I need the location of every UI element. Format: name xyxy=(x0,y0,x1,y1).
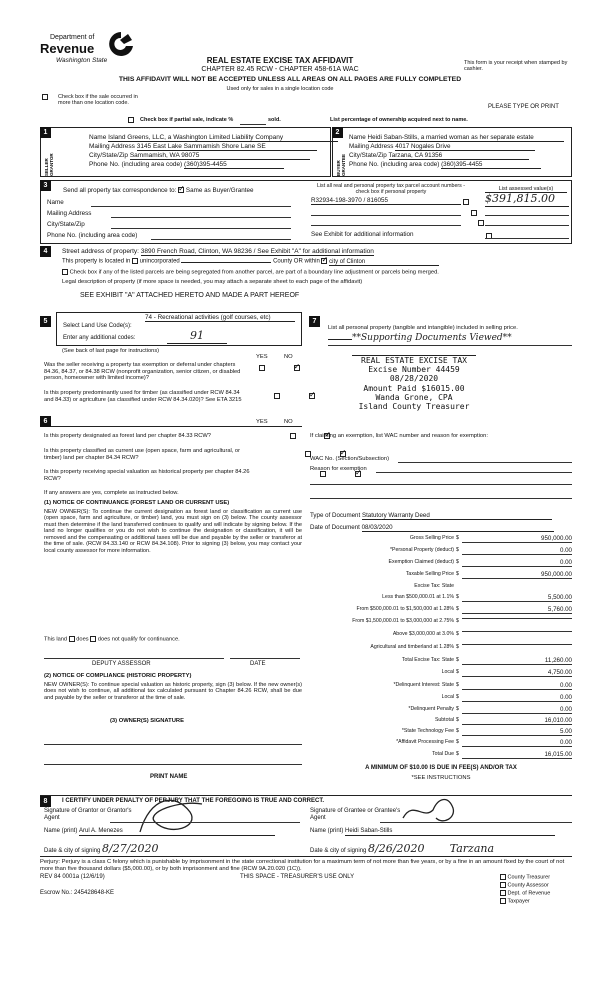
grantee-name-label: Name (print) xyxy=(310,828,344,834)
deputy-assessor-label: DEPUTY ASSESSOR xyxy=(92,661,151,667)
sec5-q1: Was the seller receiving a property tax exemption or deferral under chapters 84.36, 84.37, or 84.38 RCW (nonprofit organization, senior citizen, or disabled person, homeowner with limited income)? xyxy=(44,362,241,382)
tax-label: Total Due xyxy=(432,751,454,757)
see-instructions: *SEE INSTRUCTIONS xyxy=(411,775,471,781)
select-land-use-label: Select Land Use Code(s): xyxy=(63,323,132,329)
grantor-name-field[interactable]: Arul A. Menezes xyxy=(79,828,275,836)
reason-label: Reason for exemption xyxy=(310,466,367,472)
grantee-name-field[interactable]: Heidi Saban-Stills xyxy=(345,828,555,836)
sec5-q2-no[interactable] xyxy=(309,393,315,399)
segregated-label: Check box if any of the listed parcels are being segregated from another parcel, are part of a boundary line adjustment or parcels being merged. xyxy=(69,269,439,276)
if-any-yes: If any answers are yes, complete as instructed below. xyxy=(44,490,179,496)
buyer-city-label: City/State/Zip xyxy=(349,152,387,159)
segregated-checkbox[interactable] xyxy=(62,269,68,275)
see-back-label: (See back of last page for instructions) xyxy=(62,348,160,354)
grantor-date-label: Date & city of signing xyxy=(44,848,101,854)
tax-label: *State Technology Fee xyxy=(401,728,454,734)
form-warning: THIS AFFIDAVIT WILL NOT BE ACCEPTED UNLESS ALL AREAS ON ALL PAGES ARE FULLY COMPLETED xyxy=(118,76,462,83)
tax-row: Total Due $ 16,015.00 xyxy=(432,751,572,758)
form-chapter: CHAPTER 82.45 RCW - CHAPTER 458-61A WAC xyxy=(201,66,359,73)
land-does-checkbox[interactable] xyxy=(69,636,75,642)
tax-value[interactable]: 5,500.00 xyxy=(462,594,572,602)
grantor-sig-label: Signature of Grantor or Grantor's Agent xyxy=(44,808,132,821)
multi-location-label: Check box if the sale occurred in more than one location code. xyxy=(58,94,138,107)
section-number: 6 xyxy=(40,416,51,427)
tax-row: Above $3,000,000 at 3.0% $ xyxy=(310,631,572,640)
send-correspondence-label: Send all property tax correspondence to: xyxy=(63,187,177,194)
tax-row: Total Excise Tax: State $ 11,260.00 xyxy=(401,657,572,664)
legal-desc-label: Legal description of property (if more space is needed, you may attach a separate sheet to each page of the affidavit) xyxy=(62,279,363,285)
copy-label: County Assessor xyxy=(507,882,549,889)
assessed-header: List assessed value(s) xyxy=(485,186,567,193)
logo-state-text: Washington State xyxy=(56,57,108,64)
tax-value[interactable]: 4,750.00 xyxy=(462,669,572,677)
tax-row: Exemption Claimed (deduct) $ 0.00 xyxy=(388,559,572,566)
notice1-heading: (1) NOTICE OF CONTINUANCE (FOREST LAND OR CURRENT USE) xyxy=(44,500,230,506)
parcel-number-field[interactable]: R32934-198-3970 / 816055 xyxy=(311,197,461,205)
stamp-line-2: Excise Number 44459 xyxy=(368,365,460,375)
treasurer-space: THIS SPACE - TREASURER'S USE ONLY xyxy=(240,874,355,880)
tax-row: *Delinquent Penalty $ 0.00 xyxy=(408,706,572,713)
sec6-q2: Is this property classified as current use (open space, farm and agricultural, or timber) land per chapter 84.34 RCW? xyxy=(44,448,240,461)
logo-revenue-text: Revenue xyxy=(40,41,95,56)
personal-prop-line[interactable] xyxy=(328,345,572,346)
certify-text: I CERTIFY UNDER PENALTY OF PERJURY THAT THE FOREGOING IS TRUE AND CORRECT. xyxy=(62,798,325,804)
county-or-label: County OR within xyxy=(273,258,320,265)
partial-sale-checkbox[interactable] xyxy=(128,117,134,123)
stamp-line-1: REAL ESTATE EXCISE TAX xyxy=(352,355,476,365)
sec5-yes-header: YES xyxy=(256,354,268,360)
tax-value[interactable]: 0.00 xyxy=(462,682,572,690)
rev-number: REV 84 0001a (12/6/19) xyxy=(40,874,105,880)
tax-value[interactable] xyxy=(462,618,572,619)
multi-location-checkbox[interactable] xyxy=(42,94,48,100)
tax-label: From $1,500,000.01 to $3,000,000 at 2.75% xyxy=(352,618,454,624)
sec6-yes-header: YES xyxy=(256,419,268,425)
tax-row: Agricultural and timberland at 1.28% $ xyxy=(310,644,572,653)
date-doc-field[interactable]: 08/03/2020 xyxy=(362,524,554,532)
street-label: Street address of property: xyxy=(62,248,139,255)
partial-sale-label: Check box if partial sale, indicate % xyxy=(140,117,234,123)
sec6-q1-yes[interactable] xyxy=(290,433,296,439)
not-qualify-label: does not qualify for continuance. xyxy=(97,636,180,643)
section-number: 8 xyxy=(40,796,51,807)
please-type: PLEASE TYPE OR PRINT xyxy=(488,104,559,110)
seller-name-label: Name xyxy=(89,134,107,141)
assessed-value-field[interactable]: $391,815.00 xyxy=(485,193,569,207)
sold-label: sold. xyxy=(268,117,281,123)
wac-label: WAC No. (Section/Subsection) xyxy=(310,456,390,462)
tax-row xyxy=(310,583,572,592)
tax-row: Less than $500,000.01 at 1.1% $ 5,500.00 xyxy=(382,594,572,601)
grantee-sig-label: Signature of Grantee or Grantee's Agent xyxy=(310,808,401,821)
corr-city-label: City/State/Zip xyxy=(47,221,85,228)
reason-field[interactable] xyxy=(376,472,572,473)
copy-label: County Treasurer xyxy=(507,874,551,881)
tax-label: Taxable Selling Price xyxy=(405,571,454,577)
additional-code-field[interactable]: 91 xyxy=(167,330,227,344)
print-name-label: PRINT NAME xyxy=(150,774,188,780)
wac-field[interactable] xyxy=(398,462,572,463)
corr-city-field[interactable] xyxy=(111,228,291,229)
tax-label: *Personal Property (deduct) xyxy=(389,547,454,553)
tax-label: Local xyxy=(441,694,454,700)
parcel-line-3[interactable] xyxy=(311,225,461,226)
tax-label: Subtotal xyxy=(434,717,454,723)
tax-value[interactable] xyxy=(462,631,572,632)
personal-property-checkbox-3[interactable] xyxy=(478,220,484,226)
tax-value[interactable]: 950,000.00 xyxy=(462,535,572,543)
buyer-side-label: BUYER GRANTEE xyxy=(336,153,347,176)
supporting-prefix xyxy=(328,339,352,340)
copy-checkbox[interactable] xyxy=(500,890,506,896)
parcel-list-header: List all real and personal property tax parcel account numbers - check box if personal property xyxy=(316,183,466,196)
sec5-q1-yes[interactable] xyxy=(259,365,265,371)
notice2-text: NEW OWNER(S): To continue special valuation as historic property, sign (3) below. If the new owner(s) does not wish to continue, all additional tax calculated pursuant to Chapter 84.26 RCW, shall be due and payable by the seller or transferor at the time of sale. xyxy=(44,682,302,701)
tax-row: *State Technology Fee $ 5.00 xyxy=(401,728,572,735)
buyer-name-label: Name xyxy=(349,134,366,141)
tax-label: Excise Tax: State xyxy=(414,583,454,589)
corr-addr-label: Mailing Address xyxy=(47,210,92,217)
tax-value[interactable]: 16,015.00 xyxy=(462,751,572,759)
tax-value[interactable]: 5.00 xyxy=(462,728,572,736)
grantee-date-field[interactable]: 8/26/2020 xyxy=(368,843,448,857)
grantee-sig-line[interactable] xyxy=(380,822,572,823)
owner-sig-label: (3) OWNER(S) SIGNATURE xyxy=(110,718,184,724)
correspondence-section xyxy=(40,180,572,244)
corr-name-field[interactable] xyxy=(91,206,291,207)
logo-dept-text: Department of xyxy=(50,34,95,41)
sec6-q3: Is this property receiving special valuation as historical property per chapter 84.26 RCW? xyxy=(44,469,250,482)
date-doc-label: Date of Document xyxy=(310,524,360,531)
perjury-text: Perjury: Perjury is a class C felony which is punishable by imprisonment in the state correctional institution for a maximum term of not more than five years, or by a fine in an amount fixed by the court of not more than five thousand dollars ($5,000.00), or by both imprisonment and fine (RCW 9A.20.020 (1C)). xyxy=(40,856,572,872)
logo-mark-icon xyxy=(106,30,136,58)
list-personal-label: List all personal property (tangible and intangible) included in selling price. xyxy=(328,325,518,331)
dor-logo xyxy=(18,28,138,72)
tax-row: *Delinquent Interest: State $ 0.00 xyxy=(393,682,572,689)
receipt-note: This form is your receipt when stamped by cashier. xyxy=(464,60,568,73)
partial-pct-field[interactable] xyxy=(240,124,266,125)
assessed-line-2[interactable] xyxy=(485,215,569,216)
stamp-line-5: Wanda Grone, CPA xyxy=(375,392,453,402)
tax-value[interactable]: 16,010.00 xyxy=(462,717,572,725)
notice2-heading: (2) NOTICE OF COMPLIANCE (HISTORIC PROPERTY) xyxy=(44,673,192,679)
stamp-line-3: 08/28/2020 xyxy=(389,374,439,384)
tax-value[interactable]: 0.00 xyxy=(462,559,572,567)
seller-name-field[interactable]: Island Greens, LLC, a Washington Limited Liability Company xyxy=(108,134,338,142)
tax-value[interactable]: 0.00 xyxy=(462,547,572,555)
section-number: 3 xyxy=(40,180,51,191)
tax-label: Above $3,000,000 at 3.0% xyxy=(392,631,454,637)
buyer-phone-label: Phone No. (including area code) xyxy=(349,161,440,168)
section-number: 7 xyxy=(309,316,320,327)
form-title: REAL ESTATE EXCISE TAX AFFIDAVIT xyxy=(206,56,354,65)
assessed-line-4[interactable] xyxy=(485,238,569,239)
sec6-q1: Is this property designated as forest land per chapter 84.33 RCW? xyxy=(44,433,211,439)
notice1-text: NEW OWNER(S): To continue the current designation as forest land or classification as current use (open space, farm and agriculture, or timber) land, you must sign on (3) below. The county assessor must then determine if the land transferred continues to qualify and will indicate by signing below. If the land no longer qualifies or you do not wish to continue the designation or classification, it will be removed and the compensating or additional taxes will be due and payable by the seller or transferor at the time of sale. (RCW 84.33.140 or RCW 84.34.108). Prior to signing (3) below, you may contact your local county assessor for more information. xyxy=(44,509,302,554)
tax-row: *Personal Property (deduct) $ 0.00 xyxy=(389,547,572,554)
seller-phone-label: Phone No. (including area code) xyxy=(89,161,183,168)
same-as-buyer-checkbox[interactable] xyxy=(178,187,184,193)
located-label: This property is located in xyxy=(62,258,131,265)
unincorporated-label: unincorporated xyxy=(139,258,180,265)
copy-label: Dept. of Revenue xyxy=(507,890,551,897)
date-line[interactable] xyxy=(230,658,300,659)
see-exhibit-label: See Exhibit for additional information xyxy=(311,231,414,238)
tax-value[interactable]: 0.00 xyxy=(462,694,572,702)
seller-city-field[interactable]: Sammamish, WA 98075 xyxy=(130,152,310,160)
tax-row: Taxable Selling Price $ 950,000.00 xyxy=(405,571,572,578)
same-as-buyer-label: Same as Buyer/Grantee xyxy=(185,187,254,194)
type-doc-field[interactable]: Statutory Warranty Deed xyxy=(362,512,552,520)
tax-label: Exemption Claimed (deduct) xyxy=(388,559,454,565)
owner-sig-line[interactable] xyxy=(44,744,302,745)
supporting-docs-text[interactable]: **Supporting Documents Viewed** xyxy=(352,333,512,343)
grantor-sig-line[interactable] xyxy=(110,822,300,823)
tax-row: Local $ 0.00 xyxy=(441,694,572,701)
unincorporated-checkbox[interactable] xyxy=(132,258,138,264)
corr-name-label: Name xyxy=(47,199,64,206)
used-only: Used only for sales in a single location code xyxy=(226,86,334,92)
tax-value[interactable]: 950,000.00 xyxy=(462,571,572,579)
buyer-section xyxy=(332,127,572,177)
tax-value[interactable]: 5,760.00 xyxy=(462,606,572,614)
copy-checkboxes xyxy=(500,874,550,907)
tax-value[interactable]: 0.00 xyxy=(462,739,572,747)
seller-side-label: SELLER GRANTOR xyxy=(44,153,55,176)
sec5-no-header: NO xyxy=(284,354,293,360)
enter-additional-label: Enter any additional codes: xyxy=(63,335,136,341)
seller-phone-field[interactable]: (360)395-4455 xyxy=(184,161,284,169)
reason-line-3[interactable] xyxy=(310,498,572,499)
city-checkbox[interactable] xyxy=(321,258,327,264)
claiming-exemption-label: If claiming an exemption, list WAC number and reason for exemption: xyxy=(310,433,488,439)
buyer-addr-label: Mailing Address xyxy=(349,143,394,150)
this-land-label: This land xyxy=(44,636,68,643)
print-name-line[interactable] xyxy=(44,764,302,765)
sec6-no-header: NO xyxy=(284,419,293,425)
escrow-number: Escrow No.: 245428648-KE xyxy=(40,890,115,896)
section-number: 2 xyxy=(332,127,343,138)
tax-value[interactable] xyxy=(462,644,572,645)
buyer-addr-field[interactable]: 4017 Nogales Drive xyxy=(395,143,535,151)
sec5-q2-yes[interactable] xyxy=(274,393,280,399)
corr-phone-field[interactable] xyxy=(151,239,291,240)
personal-property-checkbox[interactable] xyxy=(463,199,469,205)
see-exhibit-legal: SEE EXHIBIT "A" ATTACHED HERETO AND MADE A PART HEREOF xyxy=(80,292,300,299)
tax-row: From $500,000.01 to $1,500,000 at 1.28% $ 5,760.00 xyxy=(356,606,572,613)
corr-addr-field[interactable] xyxy=(111,217,291,218)
grantee-date-label: Date & city of signing xyxy=(310,848,367,854)
tax-row: From $1,500,000.01 to $3,000,000 at 2.75% $ xyxy=(310,618,572,627)
tax-label: Local xyxy=(441,669,454,675)
section-number: 4 xyxy=(40,246,51,257)
land-not-qualify-checkbox[interactable] xyxy=(90,636,96,642)
stamp-line-4: Amount Paid $16015.00 xyxy=(363,383,465,393)
reason-line-2[interactable] xyxy=(310,484,572,485)
section-number: 1 xyxy=(40,127,51,138)
buyer-phone-field[interactable]: (360)395-4455 xyxy=(441,161,541,169)
tax-label: *Affidavit Processing Fee xyxy=(396,739,454,745)
copy-checkbox[interactable] xyxy=(500,874,506,880)
buyer-city-field[interactable]: Tarzana, CA 91356 xyxy=(389,152,529,160)
does-label: does xyxy=(76,636,89,643)
section-number: 5 xyxy=(40,316,51,327)
tax-row: *Affidavit Processing Fee $ 0.00 xyxy=(396,739,572,746)
tax-label: *Delinquent Interest: State xyxy=(393,682,454,688)
date-label: DATE xyxy=(250,661,266,667)
seller-section xyxy=(40,127,331,177)
stamp-line-6: Island County Treasurer xyxy=(358,401,470,411)
county-field[interactable] xyxy=(181,262,271,263)
seller-addr-field[interactable]: 3145 East Lake Sammamish Shore Lane SE xyxy=(137,143,317,151)
tax-value[interactable]: 11,260.00 xyxy=(462,657,572,665)
tax-value[interactable]: 0.00 xyxy=(462,706,572,714)
copy-checkbox[interactable] xyxy=(500,898,506,904)
deputy-assessor-line[interactable] xyxy=(44,658,224,659)
tax-label: From $500,000.01 to $1,500,000 at 1.28% xyxy=(356,606,454,612)
minimum-due: A MINIMUM OF $10.00 IS DUE IN FEE(S) AND/OR TAX xyxy=(365,765,517,771)
tax-row: Gross Selling Price $ 950,000.00 xyxy=(409,535,572,542)
seller-city-label: City/State/Zip xyxy=(89,152,129,159)
tax-row: Local $ 4,750.00 xyxy=(441,669,572,676)
buyer-name-field[interactable]: Heidi Saban-Stills, a married woman as her separate estate xyxy=(368,134,564,142)
sec5-q2: Is this property predominantly used for timber (as classified under RCW 84.34 and 84.33) or agriculture (as classified under RCW 84.34.020)? See ETA 3215 xyxy=(44,390,242,403)
corr-phone-label: Phone No. (including area code) xyxy=(47,232,138,239)
tax-label: Gross Selling Price xyxy=(409,535,454,541)
grantor-date-field[interactable]: 8/27/2020 xyxy=(102,843,280,857)
tax-label: Less than $500,000.01 at 1.1% xyxy=(382,594,454,600)
list-pct-note: List percentage of ownership acquired next to name. xyxy=(330,117,468,123)
assessed-line-3[interactable] xyxy=(485,225,569,226)
tax-label: Total Excise Tax: State xyxy=(401,657,454,663)
grantor-name-label: Name (print) xyxy=(44,828,78,834)
sec5-q1-no[interactable] xyxy=(294,365,300,371)
parcel-line-2[interactable] xyxy=(311,215,461,216)
excise-stamp xyxy=(352,355,476,411)
street-field[interactable]: 3890 French Road, Clinton, WA 98236 / See Exhibit "A" for additional information xyxy=(140,248,374,255)
personal-property-checkbox-2[interactable] xyxy=(471,210,477,216)
land-use-field[interactable]: 74 - Recreational activities (golf courses, etc) xyxy=(145,314,295,322)
tax-label: *Delinquent Penalty xyxy=(408,706,454,712)
seller-addr-label: Mailing Address xyxy=(89,143,135,150)
tax-row: Subtotal $ 16,010.00 xyxy=(434,717,572,724)
type-doc-label: Type of Document xyxy=(310,512,361,519)
grantee-city-field[interactable]: Tarzana xyxy=(449,842,495,855)
copy-checkbox[interactable] xyxy=(500,882,506,888)
copy-label: Taxpayer xyxy=(507,898,530,905)
city-of-field[interactable]: city of Clinton xyxy=(329,259,439,267)
tax-label: Agricultural and timberland at 1.28% xyxy=(370,644,454,650)
